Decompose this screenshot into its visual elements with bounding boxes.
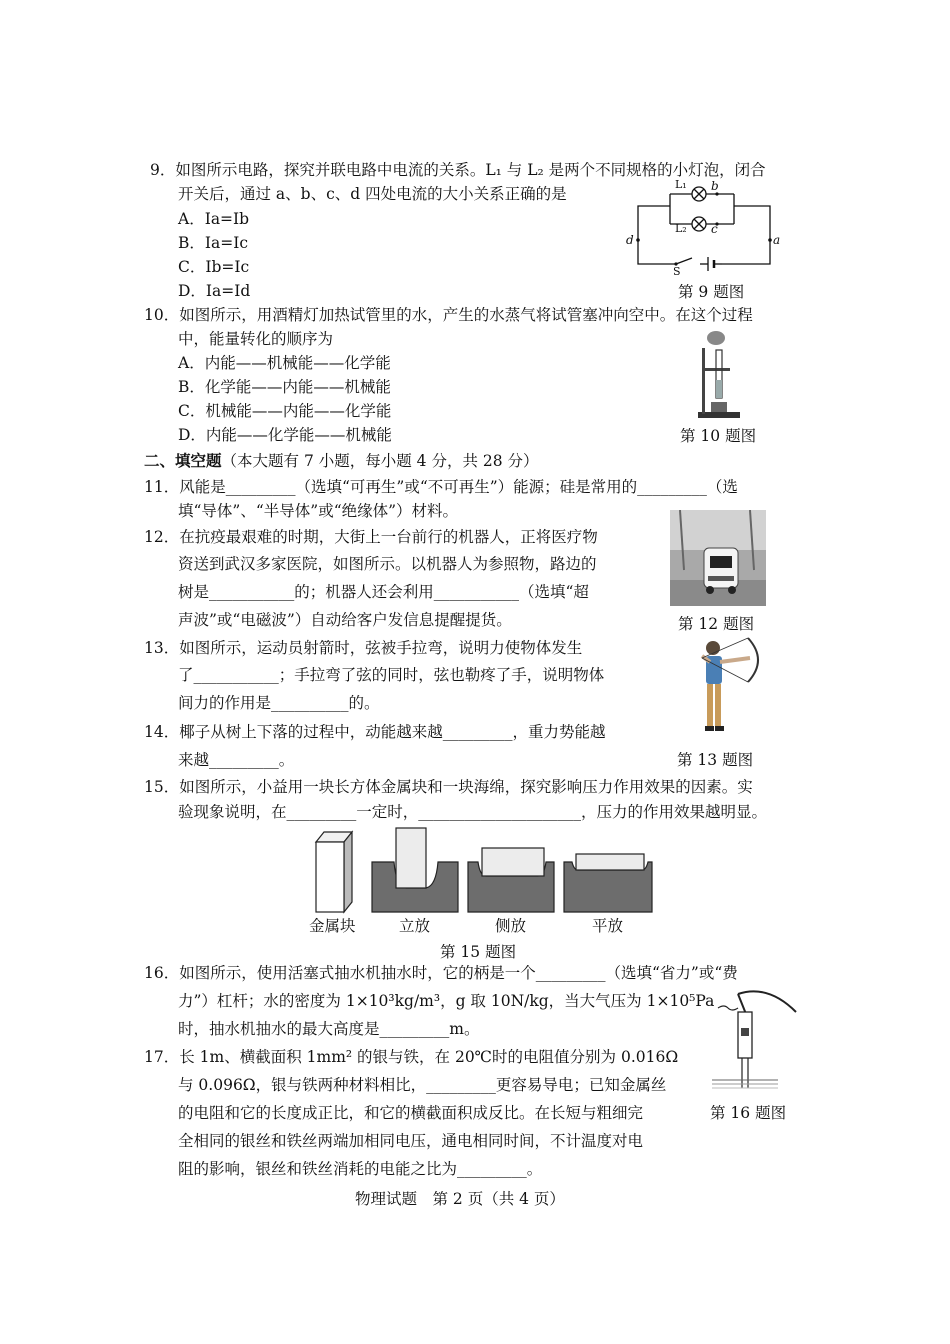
q12-line3: 树是___________的；机器人还会利用___________（选填“超 — [178, 583, 589, 601]
q9-label-s: S — [673, 265, 681, 278]
q16-pump-figure — [708, 984, 800, 1096]
q10-caption: 第 10 题图 — [680, 427, 757, 445]
q14-line2: 来越_________。 — [178, 751, 295, 769]
page-footer: 物理试题 第 2 页（共 4 页） — [355, 1190, 565, 1208]
q10-test-tube-figure — [694, 328, 746, 422]
q9-label-a: a — [773, 233, 781, 247]
q10-line1: 10．如图所示，用酒精灯加热试管里的水，产生的水蒸气将试管塞冲向空中。在这个过程 — [144, 306, 753, 324]
q9-label-l2: L₂ — [675, 222, 687, 235]
q15-caption: 第 15 题图 — [440, 943, 517, 961]
q13-line2: 了___________；手拉弯了弦的同时，弦也勒疼了手，说明物体 — [178, 666, 605, 684]
q13-line3: 间力的作用是__________的。 — [178, 694, 380, 712]
q15-line2: 验现象说明，在_________一定时，_____________________，压力的作用效果越明显。 — [178, 803, 768, 821]
section2-heading — [144, 451, 539, 471]
q15-label-upright: 立放 — [399, 917, 431, 935]
sponge-flat — [564, 854, 652, 912]
q9-circuit-diagram — [622, 178, 782, 276]
metal-block — [316, 832, 352, 912]
q9-line2: 开关后，通过 a、b、c、d 四处电流的大小关系正确的是 — [178, 185, 567, 203]
q16-line1: 16．如图所示，使用活塞式抽水机抽水时，它的柄是一个_________（选填“省力”或“费 — [144, 964, 738, 982]
q15-line1: 15．如图所示，小益用一块长方体金属块和一块海绵，探究影响压力作用效果的因素。实 — [144, 778, 753, 796]
q9-line1: 9．如图所示电路，探究并联电路中电流的关系。L₁ 与 L₂ 是两个不同规格的小灯泡，闭合 — [150, 161, 766, 179]
q16-line3: 时，抽水机抽水的最大高度是_________m。 — [178, 1020, 480, 1038]
q16-caption: 第 16 题图 — [710, 1104, 787, 1122]
q14-line1: 14．椰子从树上下落的过程中，动能越来越_________，重力势能越 — [144, 723, 606, 741]
section2-note: （本大题有 7 小题，每小题 4 分，共 28 分） — [221, 452, 539, 470]
q11-line1: 11．风能是_________（选填“可再生”或“不可再生”）能源；硅是常用的_________（选 — [144, 478, 738, 496]
q17-line5: 阻的影响，银丝和铁丝消耗的电能之比为_________。 — [178, 1160, 543, 1178]
q10-option-a: A．内能——机械能——化学能 — [178, 354, 391, 372]
section2-title: 二、填空题 — [144, 451, 222, 470]
q17-line2: 与 0.096Ω，银与铁两种材料相比，_________更容易导电；已知金属丝 — [178, 1076, 667, 1094]
q17-line3: 的电阻和它的长度成正比，和它的横截面积成反比。在长短与粗细完 — [178, 1104, 644, 1122]
q10-option-d: D．内能——化学能——机械能 — [178, 426, 392, 444]
q10-option-b: B．化学能——内能——机械能 — [178, 378, 391, 396]
q13-caption: 第 13 题图 — [677, 751, 754, 769]
q9-option-b: B．Ia=Ic — [178, 234, 249, 252]
q12-line4: 声波”或“电磁波”）自动给客户发信息提醒提货。 — [178, 611, 512, 629]
q9-label-c: c — [711, 222, 718, 236]
q9-option-a: A．Ia=Ib — [178, 210, 250, 228]
q9-option-c: C．Ib=Ic — [178, 258, 250, 276]
sponge-upright — [372, 828, 458, 912]
q12-line2: 资送到武汉多家医院，如图所示。以机器人为参照物，路边的 — [178, 555, 597, 573]
sponge-side — [468, 848, 554, 912]
q17-line1: 17．长 1m、横截面积 1mm² 的银与铁，在 20℃时的电阻值分别为 0.016Ω — [144, 1048, 679, 1066]
q9-option-d: D．Ia=Id — [178, 282, 251, 300]
q10-option-c: C．机械能——内能——化学能 — [178, 402, 392, 420]
q12-caption: 第 12 题图 — [678, 615, 755, 633]
q15-label-flat: 平放 — [592, 917, 624, 935]
q12-line1: 12．在抗疫最艰难的时期，大街上一台前行的机器人，正将医疗物 — [144, 528, 598, 546]
q16-line2: 力”）杠杆；水的密度为 1×10³kg/m³，g 取 10N/kg，当大气压为 1×10⁵Pa — [178, 992, 715, 1010]
q15-label-side: 侧放 — [495, 917, 527, 935]
q17-line4: 全相同的银丝和铁丝两端加相同电压，通电相同时间，不计温度对电 — [178, 1132, 644, 1150]
q12-robot-photo — [670, 510, 766, 606]
q10-line2: 中，能量转化的顺序为 — [178, 330, 334, 348]
q9-label-l1: L₁ — [675, 178, 687, 191]
q9-label-d: d — [626, 233, 634, 247]
q9-label-b: b — [711, 179, 719, 193]
q9-caption: 第 9 题图 — [678, 283, 745, 301]
q15-label-block: 金属块 — [309, 917, 356, 935]
q15-pressure-figure — [308, 826, 658, 914]
q13-line1: 13．如图所示，运动员射箭时，弦被手拉弯，说明力使物体发生 — [144, 639, 583, 657]
q13-archer-figure — [688, 636, 768, 736]
q11-line2: 填“导体”、“半导体”或“绝缘体”）材料。 — [178, 502, 459, 520]
